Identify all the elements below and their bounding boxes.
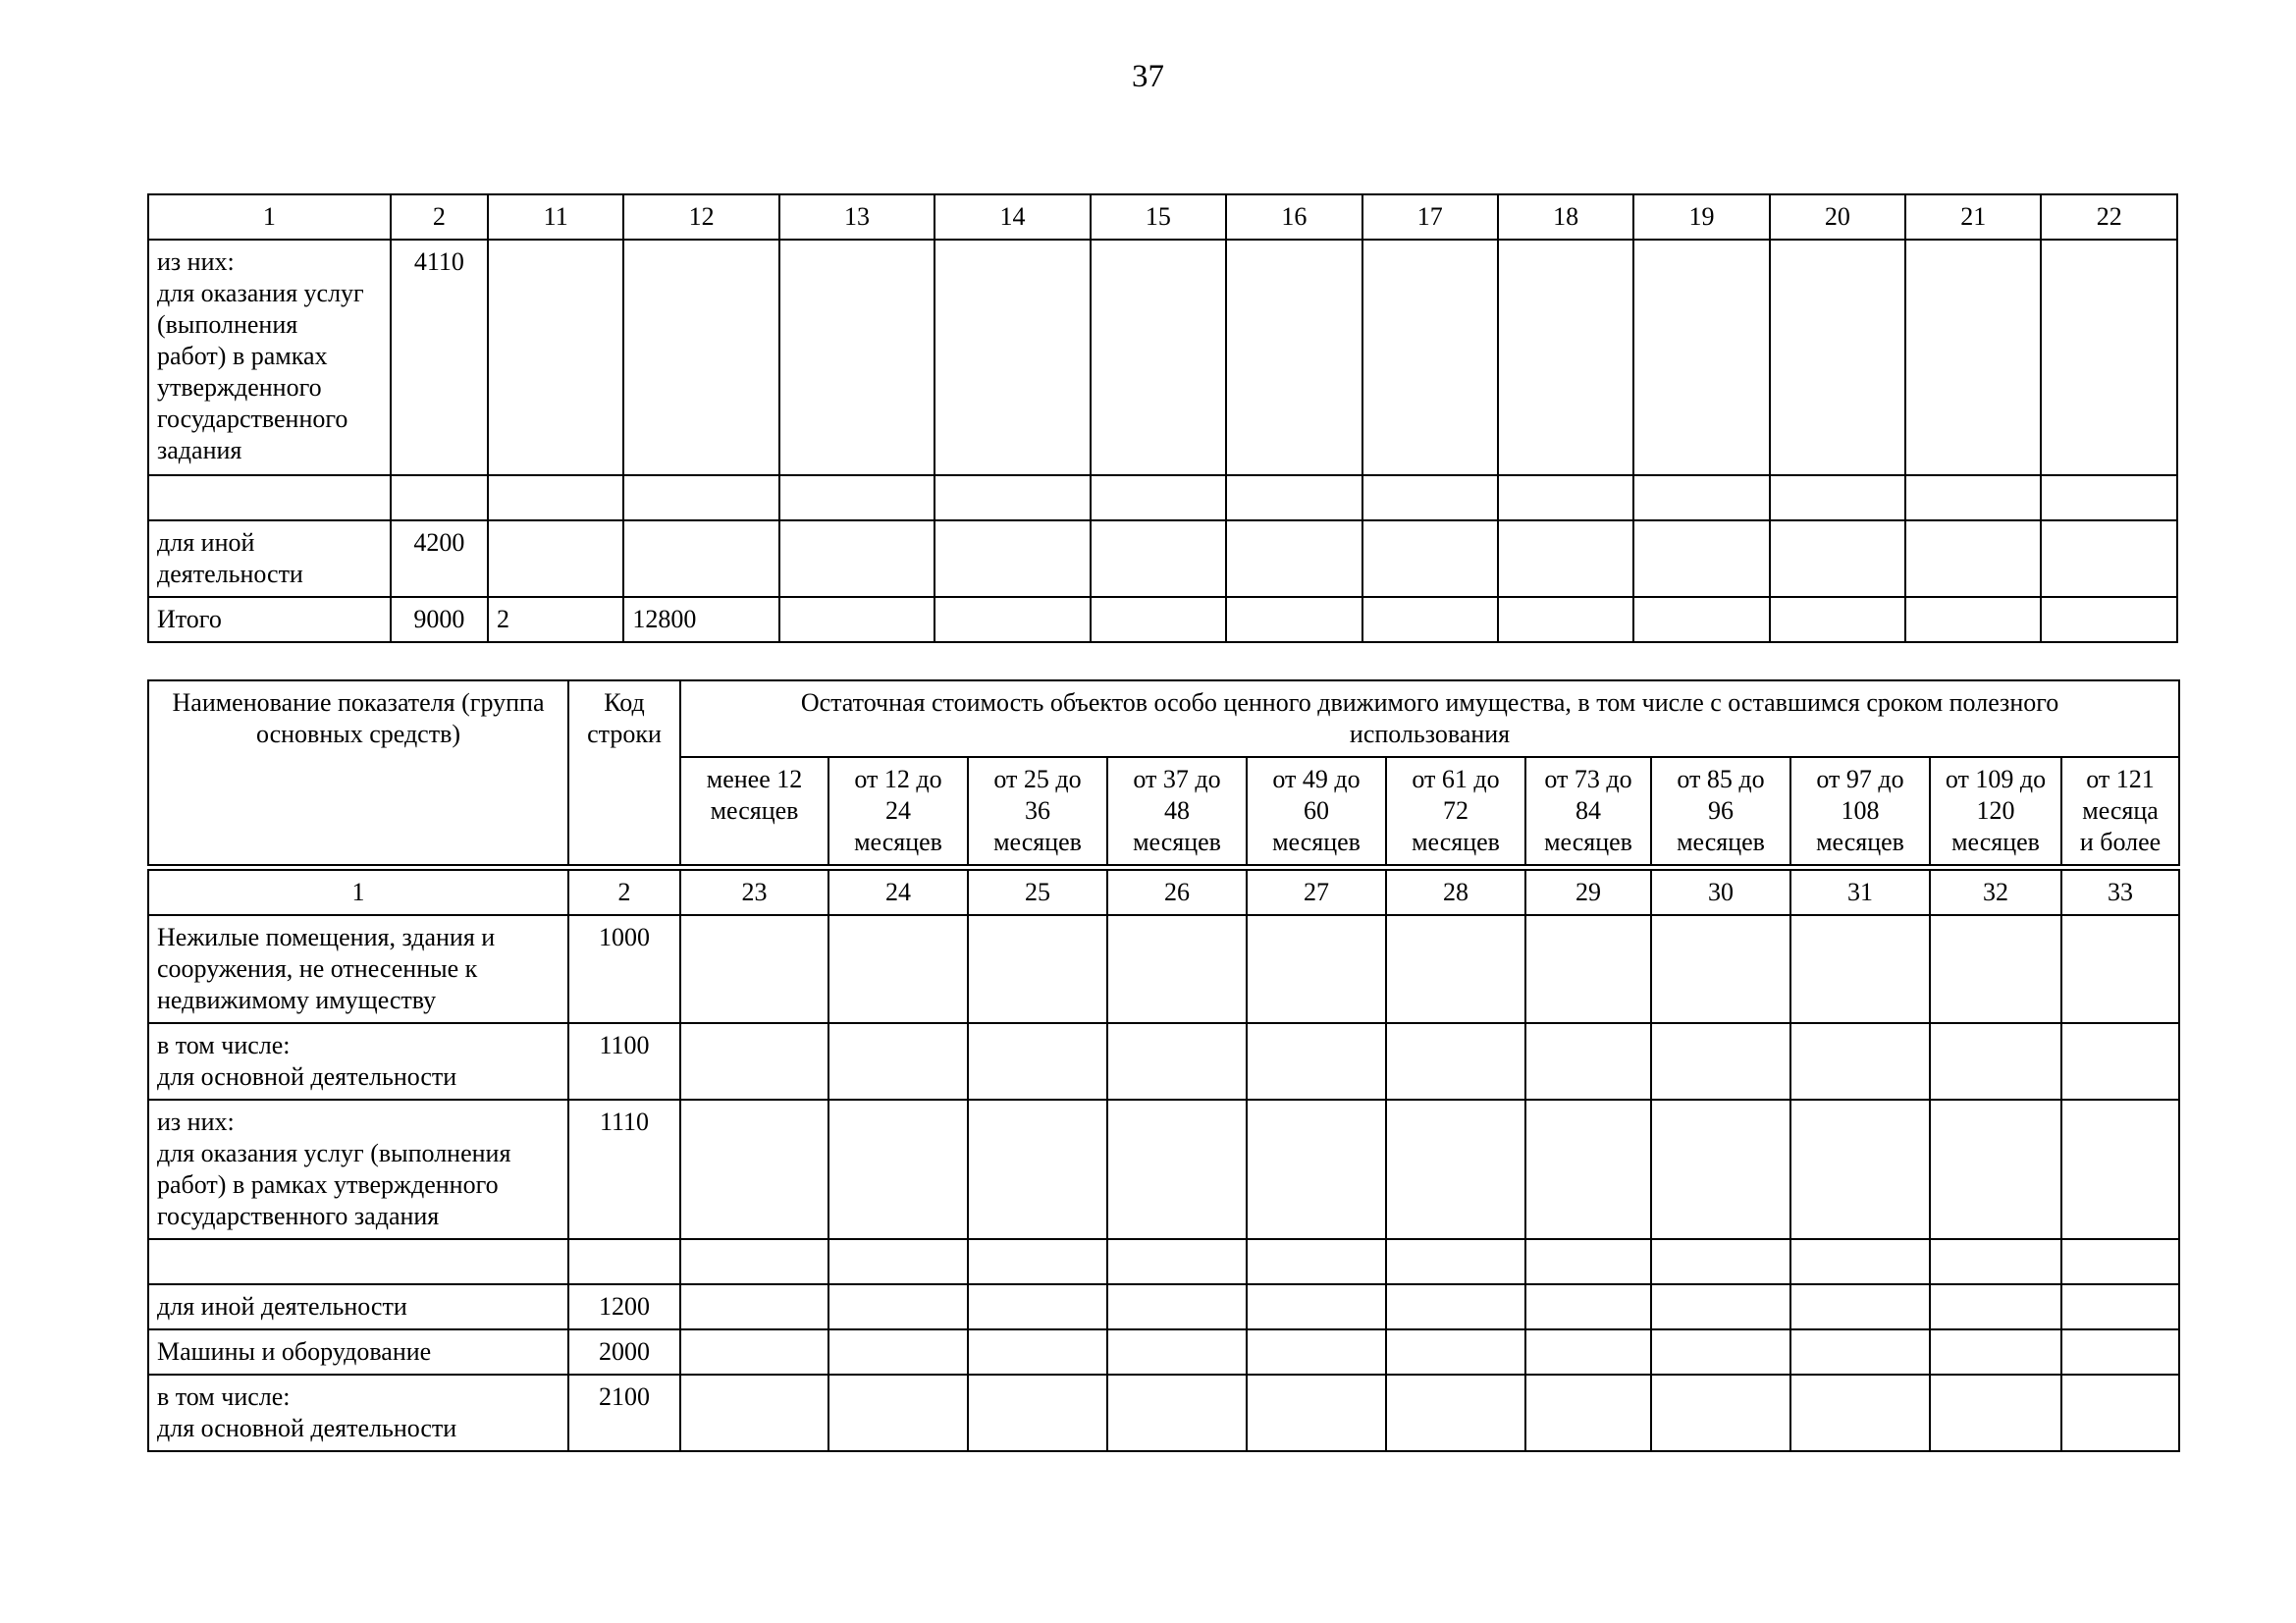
cell (1386, 1375, 1525, 1451)
cell (1633, 475, 1769, 520)
row-name: Итого (148, 597, 391, 642)
column-number: 24 (828, 870, 968, 915)
cell (1386, 1239, 1525, 1284)
cell (1091, 475, 1226, 520)
cell (828, 1284, 968, 1329)
cell (1790, 1023, 1930, 1100)
cell (968, 1329, 1107, 1375)
cell-col11 (488, 240, 623, 475)
column-number: 17 (1362, 194, 1498, 240)
cell (1247, 1239, 1386, 1284)
cell (1498, 520, 1633, 597)
cell (1107, 915, 1247, 1023)
cell (1247, 915, 1386, 1023)
cell (1930, 1329, 2061, 1375)
row-name: в том числе: для основной деятельности (148, 1023, 568, 1100)
column-number: 18 (1498, 194, 1633, 240)
period-header: от 49 до 60 месяцев (1247, 757, 1386, 865)
cell (1107, 1023, 1247, 1100)
upper-continuation-table (147, 193, 2178, 643)
cell (934, 240, 1090, 475)
cell (1525, 1284, 1651, 1329)
cell (1525, 1023, 1651, 1100)
cell (2061, 1375, 2179, 1451)
cell (968, 915, 1107, 1023)
table-row (148, 915, 2179, 1023)
column-number: 13 (779, 194, 934, 240)
row-code: 1100 (568, 1023, 680, 1100)
cell-col12: 12800 (623, 597, 778, 642)
column-number-row (148, 194, 2177, 240)
cell (1525, 1375, 1651, 1451)
period-header: менее 12 месяцев (680, 757, 828, 865)
row-name: из них: для оказания услуг (выполнения работ) в рамках утвержденного государственного задания (148, 1100, 568, 1239)
row-name (148, 1239, 568, 1284)
cell (2061, 1100, 2179, 1239)
cell (1905, 475, 2041, 520)
table-row (148, 1284, 2179, 1329)
cell (2041, 240, 2177, 475)
cell-col11: 2 (488, 597, 623, 642)
cell (1930, 1284, 2061, 1329)
row-code (391, 475, 488, 520)
cell (1790, 1284, 1930, 1329)
cell (1091, 597, 1226, 642)
cell (1226, 520, 1362, 597)
column-number: 2 (391, 194, 488, 240)
cell (2041, 520, 2177, 597)
cell (1651, 1239, 1790, 1284)
cell (1651, 1375, 1790, 1451)
cell (828, 1239, 968, 1284)
period-header: от 85 до 96 месяцев (1651, 757, 1790, 865)
cell (1651, 1023, 1790, 1100)
column-number: 31 (1790, 870, 1930, 915)
period-header: от 97 до 108 месяцев (1790, 757, 1930, 865)
column-number: 27 (1247, 870, 1386, 915)
cell (1107, 1100, 1247, 1239)
period-header: от 61 до 72 месяцев (1386, 757, 1525, 865)
column-number: 33 (2061, 870, 2179, 915)
table-row (148, 1023, 2179, 1100)
cell (1498, 597, 1633, 642)
cell (1362, 240, 1498, 475)
row-name: Нежилые помещения, здания и сооружения, не отнесенные к недвижимому имуществу (148, 915, 568, 1023)
row-code: 1200 (568, 1284, 680, 1329)
cell (779, 240, 934, 475)
cell (1633, 520, 1769, 597)
column-number-row (148, 870, 2179, 915)
period-header: от 37 до 48 месяцев (1107, 757, 1247, 865)
cell (1633, 597, 1769, 642)
column-number: 12 (623, 194, 778, 240)
column-number: 2 (568, 870, 680, 915)
row-name: Машины и оборудование (148, 1329, 568, 1375)
cell (1651, 1329, 1790, 1375)
cell (1770, 597, 1905, 642)
row-code: 2100 (568, 1375, 680, 1451)
cell (828, 1375, 968, 1451)
cell (1651, 1284, 1790, 1329)
cell (968, 1284, 1107, 1329)
cell (1386, 1023, 1525, 1100)
cell (2041, 597, 2177, 642)
cell-col12 (623, 475, 778, 520)
table-row (148, 475, 2177, 520)
cell (1905, 240, 2041, 475)
column-number: 15 (1091, 194, 1226, 240)
cell (680, 915, 828, 1023)
cell (1790, 1329, 1930, 1375)
column-number: 25 (968, 870, 1107, 915)
row-code: 9000 (391, 597, 488, 642)
cell (1386, 1284, 1525, 1329)
table-row (148, 520, 2177, 597)
cell (1107, 1239, 1247, 1284)
column-number: 22 (2041, 194, 2177, 240)
indicator-name-header: Наименование показателя (группа основных средств) (148, 680, 568, 865)
cell (2061, 1023, 2179, 1100)
column-number: 26 (1107, 870, 1247, 915)
row-code: 4110 (391, 240, 488, 475)
residual-value-group-header: Остаточная стоимость объектов особо ценного движимого имущества, в том числе с оставшимся сроком полезного использования (680, 680, 2179, 757)
cell (1247, 1284, 1386, 1329)
row-code: 4200 (391, 520, 488, 597)
cell (1498, 240, 1633, 475)
cell (1498, 475, 1633, 520)
table-row (148, 1375, 2179, 1451)
cell (968, 1375, 1107, 1451)
cell-col11 (488, 520, 623, 597)
cell (934, 520, 1090, 597)
column-number: 19 (1633, 194, 1769, 240)
column-number: 21 (1905, 194, 2041, 240)
cell (1226, 475, 1362, 520)
cell (1386, 915, 1525, 1023)
cell (828, 1023, 968, 1100)
cell (1770, 475, 1905, 520)
cell (934, 597, 1090, 642)
row-code: 1000 (568, 915, 680, 1023)
period-header: от 25 до 36 месяцев (968, 757, 1107, 865)
cell (1226, 240, 1362, 475)
column-number: 16 (1226, 194, 1362, 240)
cell (680, 1100, 828, 1239)
table-row (148, 1100, 2179, 1239)
column-number: 23 (680, 870, 828, 915)
cell (1362, 520, 1498, 597)
cell (1247, 1375, 1386, 1451)
cell (1247, 1329, 1386, 1375)
cell (1247, 1100, 1386, 1239)
cell (968, 1023, 1107, 1100)
cell (1633, 240, 1769, 475)
cell (1247, 1023, 1386, 1100)
cell (1525, 1100, 1651, 1239)
period-header: от 121 месяца и более (2061, 757, 2179, 865)
cell-col12 (623, 520, 778, 597)
cell (1107, 1329, 1247, 1375)
cell (1930, 915, 2061, 1023)
total-row (148, 597, 2177, 642)
table-row (148, 1329, 2179, 1375)
row-name: в том числе: для основной деятельности (148, 1375, 568, 1451)
cell (1362, 597, 1498, 642)
cell-col12 (623, 240, 778, 475)
row-code-header: Код строки (568, 680, 680, 865)
cell (779, 520, 934, 597)
row-name: из них: для оказания услуг (выполнения работ) в рамках утвержденного государственного задания (148, 240, 391, 475)
cell (828, 1329, 968, 1375)
column-number: 1 (148, 194, 391, 240)
cell (1905, 597, 2041, 642)
table-row (148, 240, 2177, 475)
column-number: 29 (1525, 870, 1651, 915)
cell (680, 1329, 828, 1375)
cell (779, 597, 934, 642)
cell (1226, 597, 1362, 642)
cell (1525, 1239, 1651, 1284)
cell (2041, 475, 2177, 520)
cell (1091, 520, 1226, 597)
row-name: для иной деятельности (148, 1284, 568, 1329)
cell (2061, 915, 2179, 1023)
cell (828, 915, 968, 1023)
cell (1107, 1284, 1247, 1329)
column-number: 32 (1930, 870, 2061, 915)
cell (680, 1284, 828, 1329)
cell (1770, 240, 1905, 475)
row-code: 1110 (568, 1100, 680, 1239)
row-code (568, 1239, 680, 1284)
cell (1790, 915, 1930, 1023)
cell (680, 1239, 828, 1284)
cell (1362, 475, 1498, 520)
cell (1930, 1100, 2061, 1239)
residual-value-body-table (147, 869, 2180, 1452)
period-header: от 12 до 24 месяцев (828, 757, 968, 865)
cell (828, 1100, 968, 1239)
cell (680, 1023, 828, 1100)
cell (1905, 520, 2041, 597)
column-number: 20 (1770, 194, 1905, 240)
column-number: 30 (1651, 870, 1790, 915)
column-number: 11 (488, 194, 623, 240)
cell (1091, 240, 1226, 475)
row-code: 2000 (568, 1329, 680, 1375)
column-number: 14 (934, 194, 1090, 240)
cell (1651, 915, 1790, 1023)
cell (1386, 1329, 1525, 1375)
cell (1790, 1100, 1930, 1239)
row-name: для иной деятельности (148, 520, 391, 597)
cell (1930, 1023, 2061, 1100)
cell (1790, 1239, 1930, 1284)
cell (968, 1239, 1107, 1284)
cell (2061, 1329, 2179, 1375)
cell (680, 1375, 828, 1451)
cell (1930, 1239, 2061, 1284)
cell (1525, 1329, 1651, 1375)
table-row (148, 1239, 2179, 1284)
cell (1651, 1100, 1790, 1239)
period-header: от 73 до 84 месяцев (1525, 757, 1651, 865)
period-header: от 109 до 120 месяцев (1930, 757, 2061, 865)
column-number: 1 (148, 870, 568, 915)
cell (1107, 1375, 1247, 1451)
page-number: 37 (1132, 59, 1164, 94)
cell (1790, 1375, 1930, 1451)
cell-col11 (488, 475, 623, 520)
cell (1525, 915, 1651, 1023)
cell (1930, 1375, 2061, 1451)
cell (2061, 1284, 2179, 1329)
cell (779, 475, 934, 520)
cell (968, 1100, 1107, 1239)
column-number: 28 (1386, 870, 1525, 915)
row-name (148, 475, 391, 520)
cell (934, 475, 1090, 520)
cell (2061, 1239, 2179, 1284)
cell (1770, 520, 1905, 597)
residual-value-header-table (147, 679, 2180, 866)
cell (1386, 1100, 1525, 1239)
